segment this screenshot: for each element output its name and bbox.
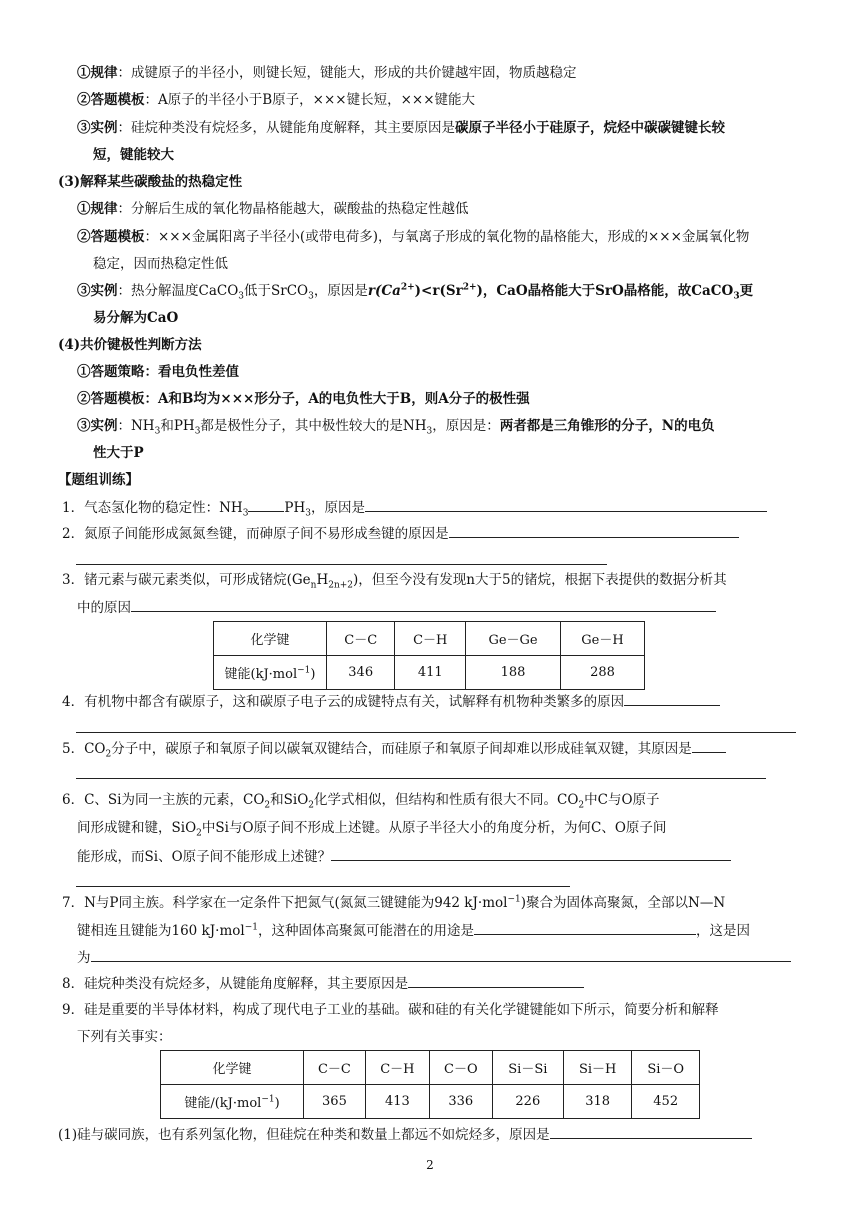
- example-line: ③实例：热分解温度CaCO$_3$低于SrCO$_3$，原因是$r(Ca^{2+})<r(Sr^{2+})$，CaO晶格能大于SrO晶格能，故CaCO$_3$更: [77, 282, 754, 302]
- table-cell: 452: [632, 1085, 700, 1119]
- template-line: ②答题模板：A和B均为×××形分子，A的电负性大于B，则A分子的极性强: [77, 391, 530, 407]
- rule-line: ①规律：分解后生成的氧化物晶格能越大，碳酸盐的热稳定性越低: [77, 201, 469, 217]
- question-9-cont: 下列有关事实：: [77, 1029, 172, 1045]
- strategy-line: ①答题策略：看电负性差值: [77, 364, 239, 380]
- question-6: 6．C、Si为同一主族的元素，$CO_2$和SiO$_2$化学式相似，但结构和性质有很大不同。$CO_2$中C与O原子: [62, 792, 660, 811]
- example-line: ③实例：$NH_3$和$PH_3$都是极性分子，其中极性较大的是$NH_3$，原因是：两者都是三角锥形的分子，N的电负: [77, 418, 715, 437]
- table-cell: 336: [429, 1085, 492, 1119]
- question-7: 7．N与P同主族。科学家在一定条件下把氮气(氮氮三键键能为942 kJ·mol$^{-1}$)聚合为固体高聚氮，全部以N—N: [62, 894, 726, 911]
- answer-line[interactable]: [76, 732, 796, 733]
- answer-blank[interactable]: [91, 947, 791, 962]
- question-7-cont: 为: [77, 947, 791, 968]
- question-4: 4．有机物中都含有碳原子，这和碳原子电子云的成键特点有关，试解释有机物种类繁多的原因: [62, 691, 720, 712]
- table-cell: 226: [492, 1085, 563, 1119]
- table-header-cell: 化学键: [161, 1051, 304, 1085]
- table-header-cell: Si－Si: [492, 1051, 563, 1085]
- example-line-cont: 易分解为CaO: [93, 310, 179, 326]
- table-row-label: 键能(kJ·mol$^{-1}$): [214, 656, 327, 690]
- page-number: 2: [426, 1158, 434, 1172]
- table-header-cell: Si－H: [563, 1051, 632, 1085]
- table-row: [214, 622, 645, 656]
- answer-line[interactable]: [76, 778, 766, 779]
- answer-blank[interactable]: [408, 973, 584, 988]
- answer-line[interactable]: [76, 886, 570, 887]
- table-cell: 318: [563, 1085, 632, 1119]
- question-8: 8．硅烷种类没有烷烃多，从键能角度解释，其主要原因是: [62, 973, 584, 994]
- question-3-cont: 中的原因: [77, 597, 716, 618]
- table-cell: 346: [327, 656, 395, 690]
- section-heading-4: (4)共价键极性判断方法: [58, 337, 202, 353]
- answer-blank[interactable]: [624, 691, 720, 706]
- question-5: 5．$CO_2$分子中，碳原子和氧原子间以碳氧双键结合，而硅原子和氧原子间却难以形成硅氧双键，其原因是: [62, 738, 726, 759]
- table-row: [161, 1051, 700, 1085]
- table-header-cell: Si－O: [632, 1051, 700, 1085]
- exercise-heading: 【题组训练】: [58, 472, 139, 488]
- bond-energy-table-1: [213, 621, 645, 690]
- example-line: ③实例：硅烷种类没有烷烃多，从键能角度解释，其主要原因是碳原子半径小于硅原子，烷烃中碳碳键键长较: [77, 120, 725, 136]
- question-6-cont: 能形成，而Si、O原子间不能形成上述键？: [77, 846, 731, 867]
- table-header-cell: C－C: [327, 622, 395, 656]
- table-header-cell: C－H: [365, 1051, 429, 1085]
- answer-blank[interactable]: [692, 738, 726, 753]
- table-cell: 188: [466, 656, 561, 690]
- template-line: ②答题模板：×××金属阳离子半径小(或带电荷多)，与氧离子形成的氧化物的晶格能大，形成的×××金属氧化物: [77, 229, 750, 245]
- table-header-cell: 化学键: [214, 622, 327, 656]
- bond-energy-table-2: [160, 1050, 700, 1119]
- table-cell: 365: [304, 1085, 366, 1119]
- table-cell: 411: [395, 656, 466, 690]
- example-line-cont: 短，键能较大: [93, 147, 174, 163]
- table-header-cell: C－H: [395, 622, 466, 656]
- template-line: ②答题模板：A原子的半径小于B原子，×××键长短，×××键能大: [77, 92, 476, 108]
- rule-line: ①规律：成键原子的半径小，则键长短，键能大，形成的共价键越牢固，物质越稳定: [77, 65, 577, 81]
- question-9-part-1: (1)硅与碳同族，也有系列氢化物，但硅烷在种类和数量上都远不如烷烃多，原因是: [58, 1124, 752, 1145]
- answer-blank[interactable]: [449, 523, 739, 538]
- table-row: [161, 1085, 700, 1119]
- question-6-cont: 间形成键和键，SiO$_2$中Si与O原子间不形成上述键。从原子半径大小的角度分析，为何C、O原子间: [77, 820, 667, 839]
- answer-blank[interactable]: [550, 1124, 752, 1139]
- table-header-cell: C－O: [429, 1051, 492, 1085]
- answer-blank[interactable]: [331, 846, 731, 861]
- question-9: 9．硅是重要的半导体材料，构成了现代电子工业的基础。碳和硅的有关化学键键能如下所示，简要分析和解释: [62, 1002, 719, 1018]
- example-line-cont: 性大于P: [93, 445, 144, 461]
- table-cell: 288: [561, 656, 645, 690]
- table-header-cell: Ge－Ge: [466, 622, 561, 656]
- answer-blank[interactable]: [131, 597, 716, 612]
- table-header-cell: Ge－H: [561, 622, 645, 656]
- answer-line[interactable]: [76, 564, 607, 565]
- answer-blank[interactable]: [248, 497, 284, 512]
- question-7-cont: 键相连且键能为160 kJ·mol$^{-1}$，这种固体高聚氮可能潜在的用途是 ，这是因: [77, 920, 750, 941]
- table-header-cell: C－C: [304, 1051, 366, 1085]
- question-2: 2．氮原子间能形成氮氮叁键，而砷原子间不易形成叁键的原因是: [62, 523, 739, 544]
- question-1: 1．气态氢化物的稳定性：$NH_3$ $PH_3$，原因是: [62, 497, 767, 518]
- section-heading-3: (3)解释某些碳酸盐的热稳定性: [58, 174, 243, 190]
- answer-blank[interactable]: [365, 497, 767, 512]
- template-line-cont: 稳定，因而热稳定性低: [93, 256, 228, 272]
- table-cell: 413: [365, 1085, 429, 1119]
- question-3: 3．锗元素与碳元素类似，可形成锗烷$(Ge_nH_{2n+2})$，但至今没有发现n大于5的锗烷，根据下表提供的数据分析其: [62, 572, 727, 591]
- table-row: [214, 656, 645, 690]
- answer-blank[interactable]: [474, 920, 696, 935]
- table-row-label: 键能/(kJ·mol$^{-1}$): [161, 1085, 304, 1119]
